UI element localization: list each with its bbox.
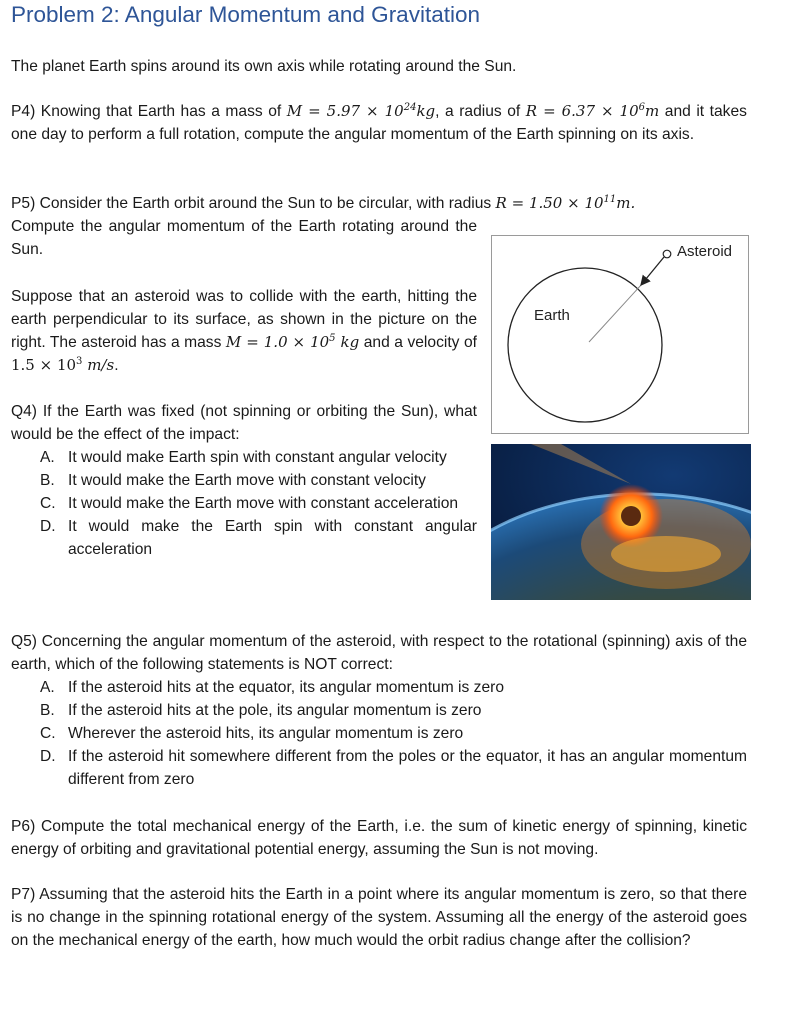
q4-question: Q4) If the Earth was fixed (not spinning or orbiting the Sun), what would be the effect of the impact: <box>11 403 477 443</box>
q4-option-a: A. It would make Earth spin with constant angular velocity <box>40 449 447 466</box>
q5-option-c: C. Wherever the asteroid hits, its angular momentum is zero <box>40 725 464 742</box>
p4-mid: , a radius of <box>435 103 521 120</box>
problem-p6: P6) Compute the total mechanical energy of the Earth, i.e. the sum of kinetic energy of spinning, kinetic energy of orbiting and gravitational potential energy, assuming the Sun is not moving. <box>11 818 747 858</box>
earth-label: Earth <box>534 307 570 324</box>
problem-p5-line2: Compute the angular momentum of the Earth rotating around the Sun. <box>11 218 477 258</box>
impact-arrow <box>641 257 664 285</box>
p5-label: P5) Consider the Earth orbit around the Sun to be circular, with radius <box>11 195 492 212</box>
problem-p7: P7) Assuming that the asteroid hits the Earth in a point where its angular momentum is zero, so that there is no change in the spinning rotational energy of the system. Assuming all the energy of the asteroid goes on the mechanical energy of the earth, how much would the orbit radius change after the collision? <box>11 886 747 949</box>
earth-circle <box>508 268 662 422</box>
q5-question: Q5) Concerning the angular momentum of the asteroid, with respect to the rotational (spinning) axis of the earth, which of the following statements is NOT correct: <box>11 633 747 673</box>
q4-option-c: C. It would make the Earth move with constant acceleration <box>40 495 459 512</box>
diagram-svg <box>492 236 748 433</box>
problem-p4 <box>11 100 747 146</box>
q5-options <box>40 676 747 791</box>
p4-end: and it takes one day to perform a full rotation, compute the angular momentum of the Earth spinning on its axis. <box>11 103 747 143</box>
p5-radius: $R = 1.50 \times 10^{11}m$. <box>495 194 636 212</box>
p4-label: P4) Knowing that Earth has a mass of <box>11 103 282 120</box>
problem-p5-line1 <box>11 192 747 215</box>
asteroid-velocity: $1.5 \times 10^3$ m/s <box>11 356 115 374</box>
q5-option-d: D. If the asteroid hit somewhere different from the poles or the equator, it has an angular momentum different from zero <box>40 748 747 788</box>
asteroid-label: Asteroid <box>677 243 733 260</box>
earth-asteroid-diagram <box>491 235 749 434</box>
impact-illustration <box>491 444 751 600</box>
impact-line <box>589 284 642 342</box>
q4-option-d: D. It would make the Earth spin with constant angular acceleration <box>40 518 477 558</box>
asteroid-intro: Suppose that an asteroid was to collide with the earth, hitting the earth perpendicular to its surface, as shown in the picture on the right. The asteroid has a mass $M = 1.0 \times 10^5$ kg and a velocity of $1.5 \times 10^3$ m/s. <box>11 288 477 374</box>
page-title: Problem 2: Angular Momentum and Gravitation <box>11 2 480 27</box>
q4-option-b: B. It would make the Earth move with constant velocity <box>40 472 426 489</box>
asteroid-mass: $M = 1.0 \times 10^5$ kg <box>225 333 360 351</box>
intro-paragraph: The planet Earth spins around its own axis while rotating around the Sun. <box>11 58 517 75</box>
p4-mass: $M = 5.97 \times 10^{24}kg$ <box>286 102 436 120</box>
q5-option-a: A. If the asteroid hits at the equator, its angular momentum is zero <box>40 679 504 696</box>
q5-option-b: B. If the asteroid hits at the pole, its angular momentum is zero <box>40 702 482 719</box>
p4-radius: $R = 6.37 \times 10^6m$ <box>525 102 660 120</box>
q4-options <box>40 446 477 561</box>
asteroid-impact-photo <box>491 444 751 600</box>
asteroid-dot <box>663 250 671 258</box>
